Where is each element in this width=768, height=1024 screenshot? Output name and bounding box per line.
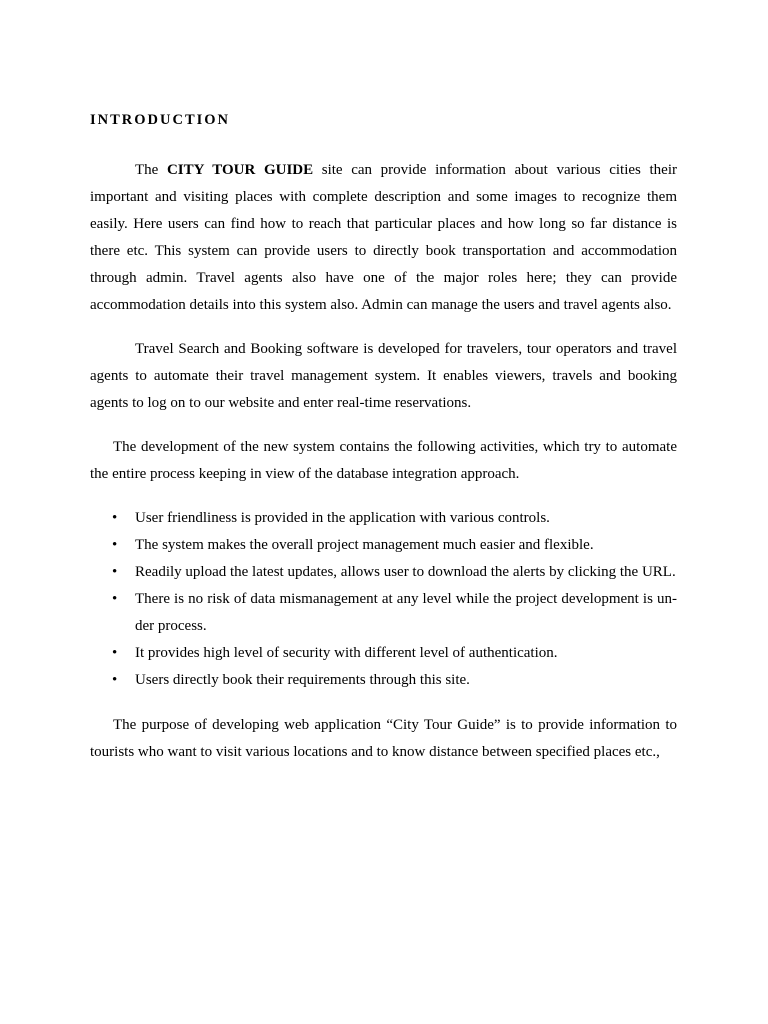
list-item-text: There is no risk of data mismanagement at any level while the project development is un-der process.: [135, 591, 677, 634]
list-item-text: The system makes the overall project management much easier and flexible.: [135, 537, 594, 553]
intro-paragraph: [90, 157, 677, 319]
site-name-bold: CITY TOUR GUIDE: [166, 162, 314, 178]
list-item-text: It provides high level of security with different level of authentication.: [135, 645, 558, 661]
list-item: [90, 586, 677, 640]
list-item: [90, 667, 677, 694]
section-heading: INTRODUCTION: [90, 112, 231, 128]
bullet-icon: •: [112, 537, 118, 553]
list-item-text: User friendliness is provided in the application with various controls.: [135, 510, 550, 526]
bullet-icon: •: [112, 564, 118, 580]
intro-body-text: site can provide information about various cities their important and visiting places with complete description and some images to recognize them easily. Here users can find how to reach that particular places and how long so far distance is there etc. This system can provide users to directly book transportation and accommodation through admin. Travel agents also have one of the major roles here; they can provide accommodation details into this system also. Admin can manage the users and travel agents also.: [90, 162, 678, 313]
list-item: [90, 532, 677, 559]
software-paragraph: Travel Search and Booking software is developed for travelers, tour operators and travel agents to automate their travel management system. It enables viewers, travels and booking agents to log on to our website and enter real-time reservations.: [90, 341, 677, 411]
list-item-text: Readily upload the latest updates, allows user to download the alerts by clicking the URL.: [135, 564, 676, 580]
document-page: [90, 108, 677, 783]
bullet-icon: •: [112, 645, 118, 661]
development-paragraph: The development of the new system contains the following activities, which try to automate the entire process keeping in view of the database integration approach.: [90, 439, 677, 482]
bullet-icon: •: [112, 510, 118, 526]
purpose-paragraph: The purpose of developing web application “City Tour Guide” is to provide information to tourists who want to visit various locations and to know distance between specified places etc.,: [90, 717, 677, 760]
bullet-icon: •: [112, 591, 118, 607]
list-item: [90, 559, 677, 586]
intro-lead-text: The: [135, 162, 167, 178]
list-item: [90, 505, 677, 532]
list-item: [90, 640, 677, 667]
bullet-icon: •: [112, 672, 118, 688]
list-item-text: Users directly book their requirements through this site.: [135, 672, 470, 688]
activities-list: [90, 505, 677, 694]
